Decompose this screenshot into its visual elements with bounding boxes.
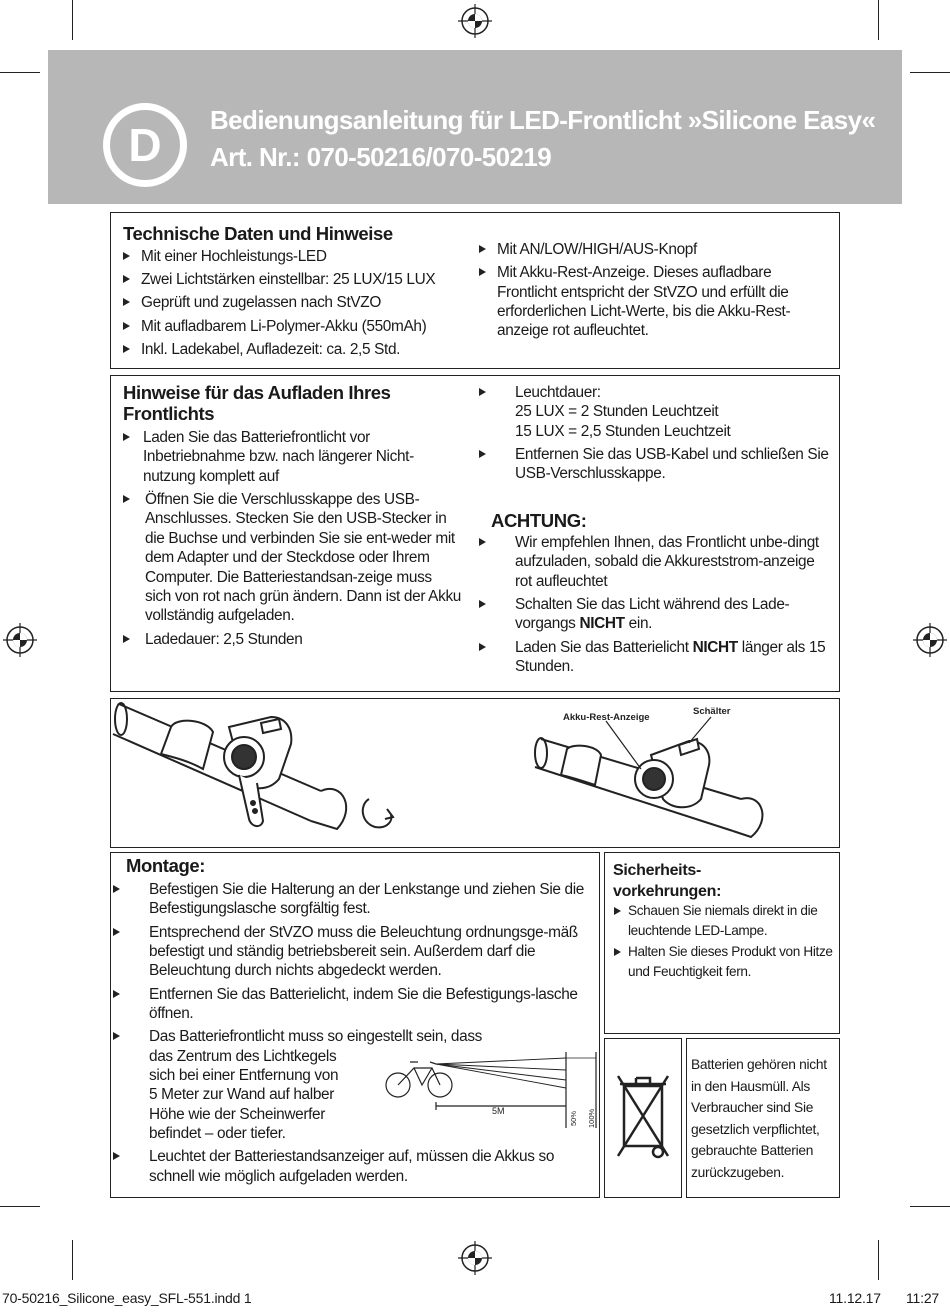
crop-mark	[0, 1206, 40, 1207]
charging-title: Hinweise für das Aufladen Ihres Frontlichts	[123, 382, 391, 424]
list-item: Halten Sie dieses Produkt von Hitze und Feuchtigkeit fern.	[612, 942, 834, 982]
crop-mark	[0, 72, 40, 73]
crop-mark	[72, 1240, 73, 1280]
safety-title	[613, 860, 721, 902]
distance-label: 5M	[492, 1106, 505, 1116]
switch-label: Schälter	[693, 706, 731, 717]
language-badge: D	[103, 103, 187, 187]
registration-mark-icon	[458, 4, 492, 38]
list-item: Zwei Lichtstärken einstellbar: 25 LUX/15 LUX	[121, 270, 471, 289]
list-item: Laden Sie das Batteriefrontlicht vor Inbetriebnahme bzw. nach längerer Nicht-nutzung komplett auf	[121, 428, 461, 486]
battery-indicator-label: Akku-Rest-Anzeige	[563, 712, 650, 723]
charging-right-list	[477, 383, 835, 488]
disposal-text: Batterien gehören nicht in den Hausmüll. Als Verbraucher sind Sie gesetzlich verpflichtet, gebrauchte Batterien zurückzugeben.	[691, 1057, 827, 1180]
list-item: Mit AN/LOW/HIGH/AUS-Knopf	[477, 240, 827, 259]
safety-title-line: vorkehrungen:	[613, 883, 722, 900]
safety-list	[612, 901, 834, 983]
document-title	[210, 102, 875, 176]
adjust-text: sich bei einer Entfernung von	[149, 1067, 339, 1085]
list-item: Mit einer Hochleistungs-LED	[121, 247, 471, 266]
warning-item	[477, 595, 835, 634]
duration-line: 25 LUX = 2 Stunden Leuchtzeit	[515, 403, 719, 421]
adjust-text: Höhe wie der Scheinwerfer	[149, 1105, 326, 1123]
list-item: Entfernen Sie das USB-Kabel und schließen Sie USB-Verschlusskappe.	[477, 445, 835, 484]
beam-diagram	[380, 1050, 600, 1130]
list-item: Leuchtet der Batteriestandsanzeiger auf, müssen die Akkus so schnell wie möglich aufgeladen werden.	[111, 1147, 593, 1186]
mounting-title: Montage:	[126, 855, 206, 876]
crop-mark	[878, 1240, 879, 1280]
warning-emphasis: NICHT	[579, 615, 625, 633]
half-height-label: 50%	[569, 1110, 578, 1126]
footer-time: 11:27	[906, 1290, 939, 1306]
crop-mark	[910, 1206, 950, 1207]
list-item: Entfernen Sie das Batterielicht, indem Sie die Befestigungs-lasche öffnen.	[111, 985, 593, 1024]
mounting-list	[111, 880, 593, 1190]
warning-text: ein.	[624, 615, 653, 633]
list-item: Mit Akku-Rest-Anzeige. Dieses aufladbare Frontlicht entspricht der StVZO und erfüllt die erforderlichen Licht-Werte, bis die Akku-Rest-anzeige rot aufleuchtet.	[477, 263, 827, 341]
warning-item: Wir empfehlen Ihnen, das Frontlicht unbe-dingt aufzuladen, sobald die Akkureststrom-anzeige rot aufleuchtet	[477, 533, 835, 591]
article-number: Art. Nr.: 070-50216/070-50219	[210, 142, 552, 172]
list-item: Ladedauer: 2,5 Stunden	[121, 630, 461, 649]
technical-left-list	[121, 247, 471, 363]
title-line: Bedienungsanleitung für LED-Frontlicht »Silicone Easy«	[210, 105, 876, 135]
technical-right-list	[477, 240, 827, 345]
list-item: Inkl. Ladekabel, Aufladezeit: ca. 2,5 Std.	[121, 340, 471, 359]
adjust-text: Das Batteriefrontlicht muss so eingestellt sein, dass	[149, 1028, 483, 1046]
list-item: Entsprechend der StVZO muss die Beleuchtung ordnungsge-mäß befestigt und ständig betriebsbereit sein. Außerdem darf die Beleuchtung durch nichts abgedeckt werden.	[111, 923, 593, 981]
list-item: Schauen Sie niemals direkt in die leuchtende LED-Lampe.	[612, 901, 834, 941]
mounting-illustration	[111, 699, 839, 847]
warning-text: länger als 15 Stunden.	[515, 638, 826, 676]
crop-mark	[72, 0, 73, 40]
footer-filename: 70-50216_Silicone_easy_SFL-551.indd 1	[2, 1290, 252, 1306]
duration-line: 15 LUX = 2,5 Stunden Leuchtzeit	[515, 422, 731, 440]
registration-mark-icon	[913, 623, 947, 657]
warning-list	[477, 533, 835, 680]
adjust-text: das Zentrum des Lichtkegels	[149, 1047, 337, 1065]
list-item: Befestigen Sie die Halterung an der Lenkstange und ziehen Sie die Befestigungslasche sorgfältig fest.	[111, 880, 593, 919]
warning-text: Laden Sie das Batterielicht	[515, 638, 693, 656]
charging-left-list	[121, 428, 461, 653]
registration-mark-icon	[458, 1241, 492, 1275]
footer-date: 11.12.17	[829, 1290, 881, 1306]
adjust-text: 5 Meter zur Wand auf halber	[149, 1086, 335, 1104]
list-item: Öffnen Sie die Verschlusskappe des USB-Anschlusses. Stecken Sie den USB-Stecker in die Buchse und verbinden Sie sie ent-weder mit dem Adapter und der Steckdose oder Ihrem Computer. Die Batteriestandsan-zeige muss sich von rot nach grün ändern. Dann ist der Akku vollständig aufgeladen.	[121, 490, 461, 626]
warning-item	[477, 638, 835, 677]
full-height-label: 100%	[587, 1108, 596, 1128]
list-item: Geprüft und zugelassen nach StVZO	[121, 293, 471, 312]
duration-item	[477, 383, 835, 441]
list-item: Mit aufladbarem Li-Polymer-Akku (550mAh)	[121, 317, 471, 336]
duration-label: Leuchtdauer:	[515, 384, 601, 401]
adjust-text: befindet – oder tiefer.	[149, 1125, 286, 1143]
registration-mark-icon	[3, 623, 37, 657]
crop-mark	[878, 0, 879, 40]
warning-emphasis: NICHT	[692, 638, 738, 656]
crossed-bin-icon	[614, 1072, 672, 1164]
safety-title-line: Sicherheits-	[613, 862, 701, 879]
warning-text: Schalten Sie das Licht während des Lade-vorgangs	[515, 596, 790, 633]
warning-title: ACHTUNG:	[491, 510, 587, 531]
technical-data-title: Technische Daten und Hinweise	[123, 223, 393, 244]
crop-mark	[910, 72, 950, 73]
